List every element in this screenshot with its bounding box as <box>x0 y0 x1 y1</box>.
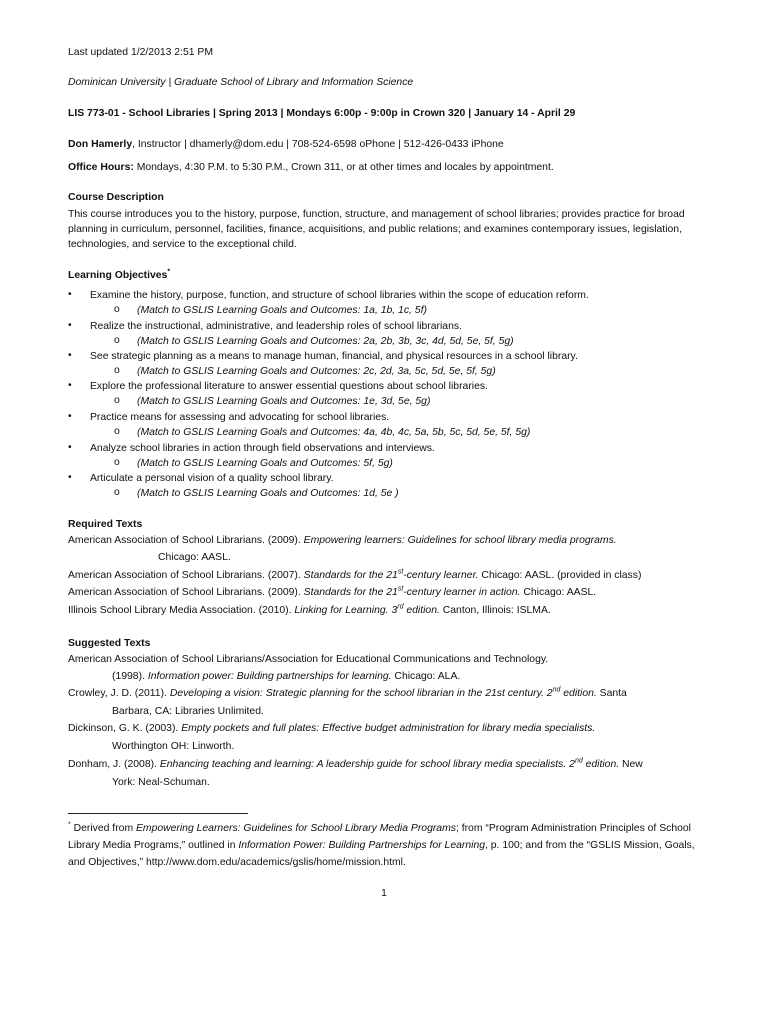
objective-text: Analyze school libraries in action through field observations and interviews. <box>90 443 435 454</box>
citation-title: Standards for the 21 <box>303 570 398 581</box>
required-text-4 <box>68 604 551 618</box>
required-texts-heading: Required Texts <box>68 519 143 530</box>
required-text-1 <box>68 534 617 548</box>
suggested-text-1: American Association of School Librarians/Association for Educational Communications and Technology. <box>68 654 549 665</box>
sub-bullet: o <box>114 426 120 437</box>
footnote-title: Information Power: Building Partnerships for Learning <box>238 840 485 851</box>
citation-publisher: Santa <box>596 688 627 699</box>
objective-text: Explore the professional literature to answer essential questions about school libraries. <box>90 381 488 392</box>
required-text-3 <box>68 586 596 600</box>
citation-publisher: Chicago: ALA. <box>391 671 461 682</box>
citation-superscript: st <box>397 585 404 593</box>
citation-author: American Association of School Librarians. (2009). <box>68 587 304 598</box>
sub-bullet: o <box>114 304 120 315</box>
course-description-text: This course introduces you to the history, purpose, function, structure, and management of school libraries; provides practice for broad planning in curriculum, personnel, facilities, finance, acquisitions, and public relations; and examines contemporary issues, legislation, technologies, and service to the exceptional child. <box>68 209 685 250</box>
citation-title: Standards for the 21 <box>303 587 398 598</box>
office-hours <box>68 161 554 175</box>
footnote-separator <box>68 813 248 814</box>
learning-objectives-title: Learning Objectives <box>68 270 168 281</box>
citation-title: -century learner in action. <box>403 587 521 598</box>
suggested-text-3-cont: Worthington OH: Linworth. <box>112 741 235 752</box>
course-description-heading: Course Description <box>68 192 164 203</box>
citation-title: Information power: Building partnerships for learning. <box>147 671 392 682</box>
sub-bullet: o <box>114 335 120 346</box>
required-text-1-publisher: Chicago: AASL. <box>158 552 231 563</box>
suggested-text-4-cont: York: Neal-Schuman. <box>112 777 210 788</box>
required-text-2 <box>68 569 641 583</box>
citation-author: American Association of School Librarians. (2007). <box>68 570 304 581</box>
suggested-text-2 <box>68 687 627 701</box>
citation-superscript: nd <box>574 757 583 765</box>
bullet: • <box>68 442 72 453</box>
learning-objectives-heading <box>68 269 170 283</box>
citation-title: edition. <box>582 759 620 770</box>
instructor-name: Don Hamerly <box>68 139 133 150</box>
bullet: • <box>68 320 72 331</box>
citation-author: American Association of School Librarians. (2009). <box>68 535 304 546</box>
bullet: • <box>68 472 72 483</box>
office-hours-text: Mondays, 4:30 P.M. to 5:30 P.M., Crown 311, or at other times and locales by appointment. <box>133 162 554 173</box>
instructor-line <box>68 138 504 152</box>
citation-author: Crowley, J. D. (2011). <box>68 688 170 699</box>
objective-text: See strategic planning as a means to manage human, financial, and physical resources in a school library. <box>90 351 578 362</box>
bullet: • <box>68 380 72 391</box>
bullet: • <box>68 350 72 361</box>
citation-title: Empty pockets and full plates: Effective budget administration for library media specialists. <box>181 723 596 734</box>
citation-superscript: st <box>397 568 404 576</box>
suggested-text-3 <box>68 722 595 736</box>
suggested-text-2-cont: Barbara, CA: Libraries Unlimited. <box>112 706 264 717</box>
office-hours-label: Office Hours: <box>68 162 134 173</box>
objective-text: Realize the instructional, administrative, and leadership roles of school librarians. <box>90 321 462 332</box>
sub-bullet: o <box>114 365 120 376</box>
suggested-texts-heading: Suggested Texts <box>68 638 151 649</box>
footnote-text: ; from “Program Administration Principles of School Library Media Programs,” outlined in <box>68 823 691 851</box>
objective-match: (Match to GSLIS Learning Goals and Outcomes: 2c, 2d, 3a, 5c, 5d, 5e, 5f, 5g) <box>137 366 496 377</box>
objective-match: (Match to GSLIS Learning Goals and Outcomes: 5f, 5g) <box>137 458 393 469</box>
citation-title: Empowering learners: Guidelines for school library media programs. <box>303 535 617 546</box>
objective-text: Articulate a personal vision of a quality school library. <box>90 473 334 484</box>
last-updated: Last updated 1/2/2013 2:51 PM <box>68 47 214 58</box>
citation-title: edition. <box>403 605 440 616</box>
objective-match: (Match to GSLIS Learning Goals and Outcomes: 2a, 2b, 3b, 3c, 4d, 5d, 5e, 5f, 5g) <box>137 336 514 347</box>
bullet: • <box>68 411 72 422</box>
citation-publisher: Chicago: AASL. <box>520 587 597 598</box>
suggested-text-1-cont <box>112 670 460 684</box>
objective-text: Examine the history, purpose, function, and structure of school libraries within the scope of education reform. <box>90 290 589 301</box>
sub-bullet: o <box>114 487 120 498</box>
citation-publisher: New <box>619 759 643 770</box>
footnote-text: Derived from <box>70 823 136 834</box>
citation-title: -century learner. <box>403 570 479 581</box>
citation-publisher: Chicago: AASL. (provided in class) <box>478 570 642 581</box>
objective-text: Practice means for assessing and advocating for school libraries. <box>90 412 390 423</box>
citation-publisher: Canton, Illinois: ISLMA. <box>439 605 551 616</box>
footnote-title: Empowering Learners: Guidelines for School Library Media Programs <box>135 823 456 834</box>
citation-title: Linking for Learning. 3 <box>294 605 398 616</box>
citation-title: edition. <box>560 688 597 699</box>
citation-author: Dickinson, G. K. (2003). <box>68 723 182 734</box>
citation-superscript: rd <box>397 603 404 611</box>
footnote <box>68 820 708 871</box>
citation-title: Developing a vision: Strategic planning for the school librarian in the 21st century. 2 <box>169 688 553 699</box>
objective-match: (Match to GSLIS Learning Goals and Outcomes: 1e, 3d, 5e, 5g) <box>137 396 431 407</box>
course-line: LIS 773-01 - School Libraries | Spring 2013 | Mondays 6:00p - 9:00p in Crown 320 | January 14 - April 29 <box>68 108 576 119</box>
footnote-mark: * <box>167 268 171 276</box>
objective-match: (Match to GSLIS Learning Goals and Outcomes: 4a, 4b, 4c, 5a, 5b, 5c, 5d, 5e, 5f, 5g) <box>137 427 531 438</box>
sub-bullet: o <box>114 395 120 406</box>
institution-line: Dominican University | Graduate School of Library and Information Science <box>68 77 414 88</box>
footnote-mark: * <box>68 821 71 829</box>
page-number: 1 <box>381 888 387 899</box>
suggested-text-4 <box>68 758 643 772</box>
footnote-text: , p. 100; and from the “GSLIS Mission, Goals, and Objectives,” http://www.dom.edu/academics/gslis/home/mission.html. <box>68 840 695 868</box>
objective-match: (Match to GSLIS Learning Goals and Outcomes: 1d, 5e ) <box>137 488 399 499</box>
instructor-details: , Instructor | dhamerly@dom.edu | 708-524-6598 oPhone | 512-426-0433 iPhone <box>132 139 504 150</box>
sub-bullet: o <box>114 457 120 468</box>
objective-match: (Match to GSLIS Learning Goals and Outcomes: 1a, 1b, 1c, 5f) <box>137 305 427 316</box>
citation-superscript: nd <box>552 686 561 694</box>
citation-author: Illinois School Library Media Association. (2010). <box>68 605 295 616</box>
citation-author: Donham, J. (2008). <box>68 759 160 770</box>
citation-year: (1998). <box>112 671 148 682</box>
bullet: • <box>68 289 72 300</box>
citation-title: Enhancing teaching and learning: A leadership guide for school library media specialists. 2 <box>159 759 575 770</box>
